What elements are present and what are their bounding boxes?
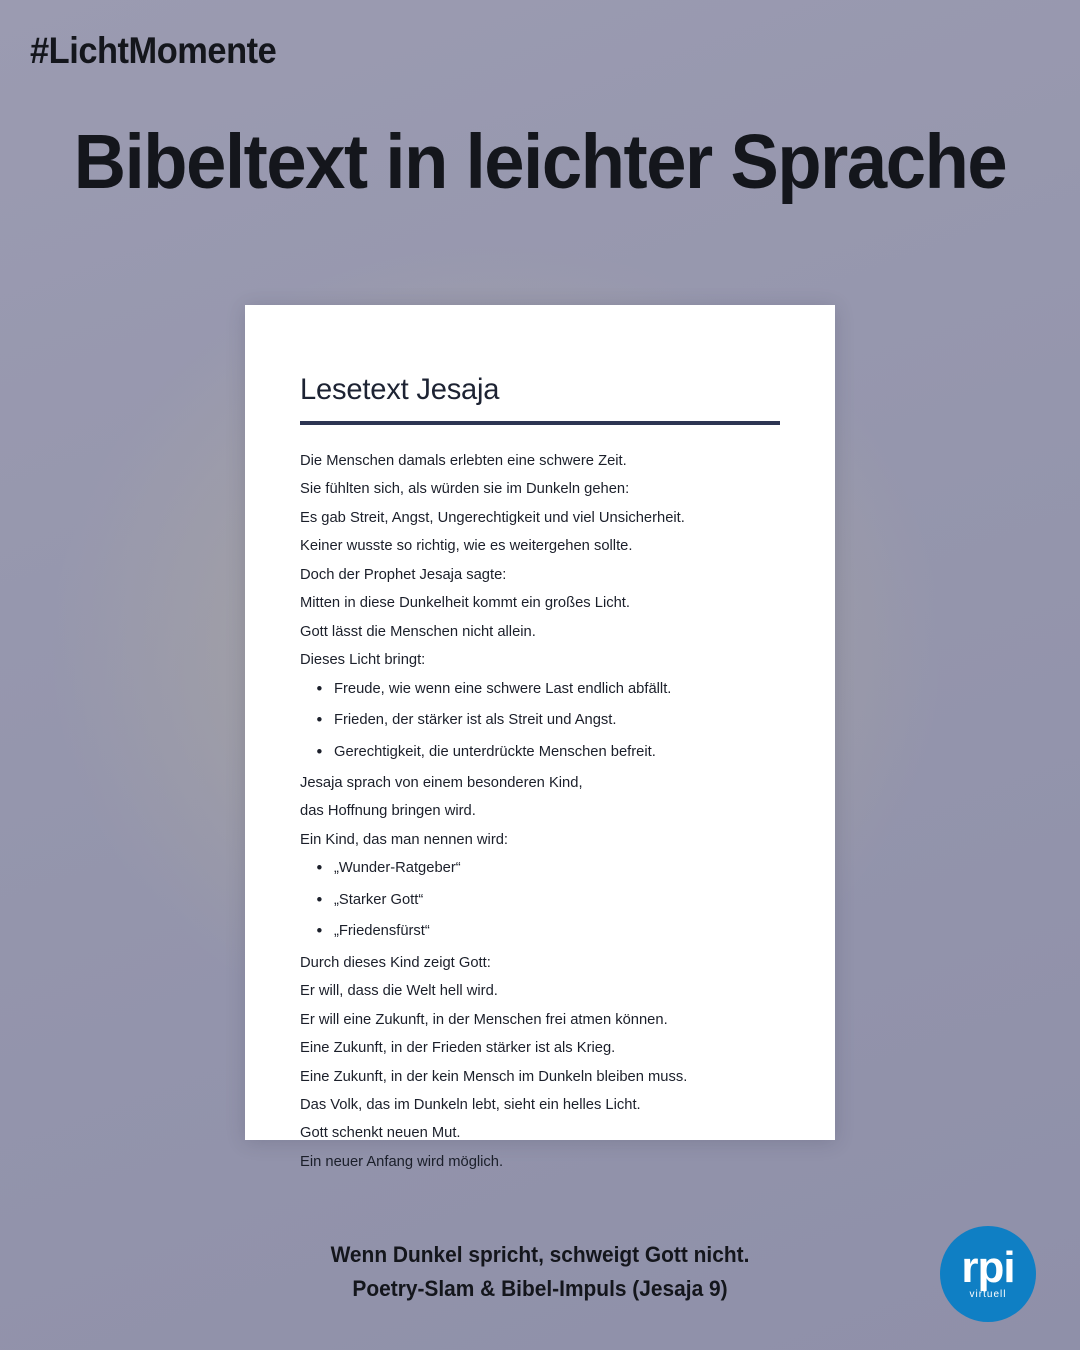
rpi-virtuell-logo <box>940 1226 1036 1322</box>
page-title: Bibeltext in leichter Sprache <box>73 119 1007 205</box>
text-line: Mitten in diese Dunkelheit kommt ein großes Licht. <box>300 594 630 612</box>
text-card <box>245 305 835 1170</box>
hashtag-label: #LichtMomente <box>30 30 277 71</box>
text-line: Das Volk, das im Dunkeln lebt, sieht ein helles Licht. <box>300 1095 641 1113</box>
title-divider <box>300 421 780 425</box>
footer-line-1: Wenn Dunkel spricht, schweigt Gott nicht. <box>330 1241 750 1267</box>
bullet-list <box>300 858 780 940</box>
text-line: Er will eine Zukunft, in der Menschen frei atmen können. <box>300 1010 668 1028</box>
list-item: • „Friedensfürst“ <box>334 921 767 940</box>
list-item: • Gerechtigkeit, die unterdrückte Menschen befreit. <box>334 742 767 761</box>
list-item: • Frieden, der stärker ist als Streit und Angst. <box>334 710 767 729</box>
footer <box>0 1238 1080 1306</box>
text-line: das Hoffnung bringen wird. <box>300 802 476 820</box>
text-line: Eine Zukunft, in der kein Mensch im Dunkeln bleiben muss. <box>300 1067 688 1085</box>
logo-subtitle: virtuell <box>969 1289 1007 1301</box>
text-line: Er will, dass die Welt hell wird. <box>300 982 498 1000</box>
text-line: Die Menschen damals erlebten eine schwere Zeit. <box>300 452 627 469</box>
text-line: Durch dieses Kind zeigt Gott: <box>300 953 491 971</box>
text-line: Keiner wusste so richtig, wie es weitergehen sollte. <box>300 537 633 555</box>
text-line: Jesaja sprach von einem besonderen Kind, <box>300 773 583 791</box>
list-item: • „Wunder-Ratgeber“ <box>334 858 767 877</box>
text-line: Gott schenkt neuen Mut. <box>300 1124 461 1142</box>
text-line: Gott lässt die Menschen nicht allein. <box>300 622 536 640</box>
text-line: Dieses Licht bringt: <box>300 651 426 669</box>
list-item: • „Starker Gott“ <box>334 890 767 909</box>
logo-wordmark: rpi <box>961 1242 1015 1292</box>
text-line: Ein neuer Anfang wird möglich. <box>300 1152 504 1170</box>
text-line: Ein Kind, das man nennen wird: <box>300 830 509 848</box>
bullet-list <box>300 679 780 761</box>
list-item: • Freude, wie wenn eine schwere Last endlich abfällt. <box>334 679 767 698</box>
text-line: Es gab Streit, Angst, Ungerechtigkeit und viel Unsicherheit. <box>300 508 685 526</box>
text-line: Eine Zukunft, in der Frieden stärker ist als Krieg. <box>300 1039 616 1057</box>
text-line: Sie fühlten sich, als würden sie im Dunkeln gehen: <box>300 480 630 498</box>
bible-text-body <box>300 451 780 1171</box>
footer-line-2: Poetry-Slam & Bibel-Impuls (Jesaja 9) <box>352 1275 728 1301</box>
card-heading: Lesetext Jesaja <box>300 373 500 406</box>
text-line: Doch der Prophet Jesaja sagte: <box>300 565 507 583</box>
